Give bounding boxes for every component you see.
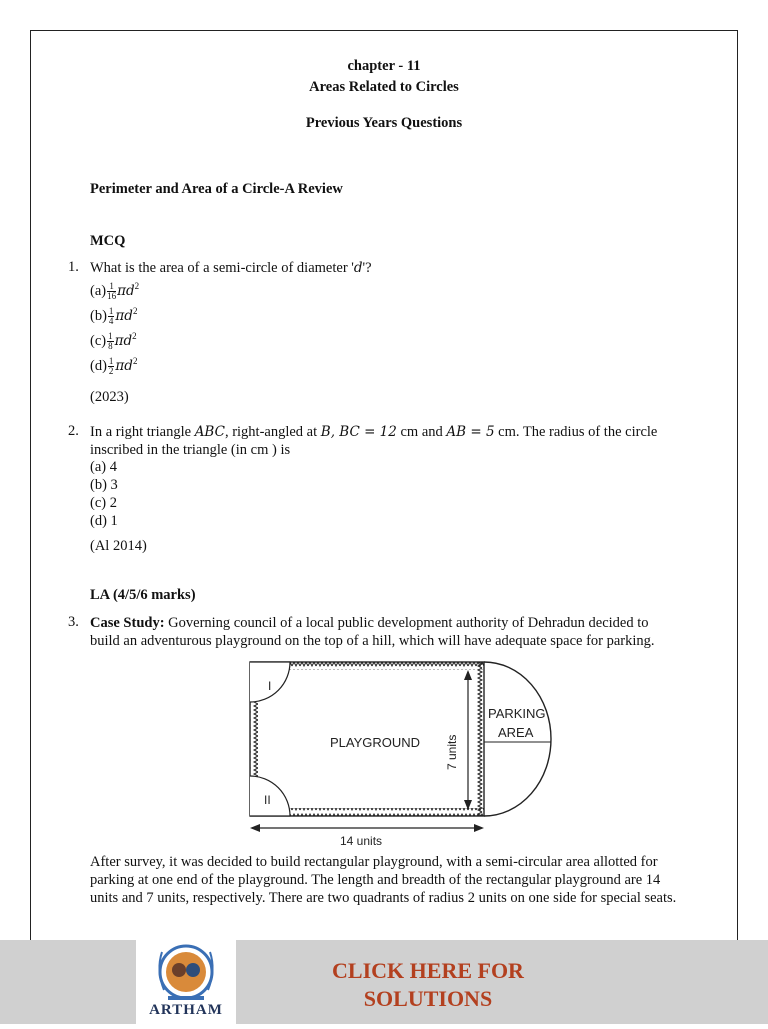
fraction	[107, 282, 116, 301]
option-label: (c)	[90, 332, 107, 349]
option-d	[90, 356, 137, 376]
question-3-text	[90, 614, 690, 650]
question-text: parking at one end of the playground. The length and breadth of the rectangular playground are 14	[90, 872, 661, 888]
question-2-text	[90, 423, 690, 459]
cta-line-1[interactable]: CLICK HERE FOR	[332, 958, 524, 983]
question-number: 1.	[68, 259, 79, 275]
logo-text: ARTHAM	[149, 1002, 223, 1018]
math-expr: πd	[115, 357, 133, 374]
arrow-head-left	[250, 824, 260, 832]
question-year: (Al 2014)	[90, 538, 147, 554]
question-text: cm. The radius of the circle	[494, 424, 658, 440]
question-text: build an adventurous playground on the top of a hill, which will have adequate space for parking.	[90, 633, 655, 649]
question-text: , right-angled at	[224, 424, 321, 440]
numerator: 1	[108, 356, 114, 366]
math-expr: πd	[115, 307, 133, 324]
denominator: 2	[108, 366, 114, 376]
case-study-label: Case Study:	[90, 615, 165, 631]
fraction	[108, 307, 115, 326]
quadrant-2-label: II	[264, 793, 271, 807]
chapter-title: Areas Related to Circles	[309, 79, 459, 95]
question-text: What is the area of a semi-circle of diameter '	[90, 260, 354, 276]
artham-logo	[136, 940, 236, 1024]
question-text: Governing council of a local public development authority of Dehradun decided to	[164, 615, 649, 631]
page-subtitle: Previous Years Questions	[305, 115, 463, 131]
arrow-head-up	[464, 670, 472, 680]
math-expr: πd	[114, 332, 133, 349]
mcq-label: MCQ	[90, 233, 126, 249]
option-a	[90, 281, 139, 301]
numerator: 1	[107, 282, 116, 292]
denominator: 16	[107, 291, 117, 301]
cta-line-2[interactable]: SOLUTIONS	[363, 986, 493, 1011]
question-text: In a right triangle	[90, 424, 195, 440]
width-label: 14 units	[340, 834, 383, 848]
math-expr: B, BC = 12	[320, 424, 397, 440]
solutions-link[interactable]	[236, 957, 620, 1013]
numerator: 1	[108, 306, 114, 316]
parking-label-line2: AREA	[498, 725, 534, 740]
math-expr: AB = 5	[446, 424, 495, 440]
right-fence	[476, 662, 484, 816]
denominator: 8	[108, 341, 113, 351]
fraction	[107, 332, 114, 351]
numerator: 1	[108, 331, 113, 341]
question-text: inscribed in the triangle (in cm ) is	[90, 442, 291, 458]
exponent: 2	[132, 331, 137, 341]
option-b: (b) 3	[90, 477, 118, 493]
parking-label-line1: PARKING	[488, 706, 546, 721]
option-b	[90, 306, 137, 326]
option-c: (c) 2	[90, 495, 117, 511]
exponent: 2	[134, 281, 140, 291]
quadrant-1-label: I	[268, 679, 272, 693]
question-text: units and 7 units, respectively. There are two quadrants of radius 2 units on one side for special seats.	[90, 890, 677, 906]
playground-diagram	[244, 652, 560, 848]
option-label: (d)	[90, 357, 107, 374]
question-text: cm and	[396, 424, 447, 440]
option-d: (d) 1	[90, 513, 118, 529]
height-label: 7 units	[445, 734, 459, 770]
question-text: After survey, it was decided to build rectangular playground, with a semi-circular area allotted for	[90, 854, 658, 870]
exponent: 2	[132, 306, 138, 316]
option-label: (b)	[90, 307, 107, 324]
math-var: ABC	[194, 424, 225, 440]
question-year: (2023)	[90, 389, 129, 405]
option-a: (a) 4	[90, 459, 117, 475]
section-title: Perimeter and Area of a Circle-A Review	[90, 181, 343, 197]
math-expr: πd	[117, 282, 135, 299]
option-c	[90, 331, 137, 351]
question-3-description	[90, 853, 690, 907]
fraction	[108, 357, 115, 376]
question-number: 2.	[68, 423, 79, 439]
exponent: 2	[132, 356, 138, 366]
la-label: LA (4/5/6 marks)	[90, 587, 196, 603]
playground-label: PLAYGROUND	[330, 735, 421, 750]
denominator: 4	[108, 316, 114, 326]
option-label: (a)	[90, 282, 107, 299]
question-1-text	[90, 259, 690, 277]
math-var: d	[353, 260, 363, 276]
question-number: 3.	[68, 614, 79, 630]
question-text: '?	[362, 260, 372, 276]
arrow-head-right	[474, 824, 484, 832]
chapter-label: chapter - 11	[347, 58, 421, 74]
